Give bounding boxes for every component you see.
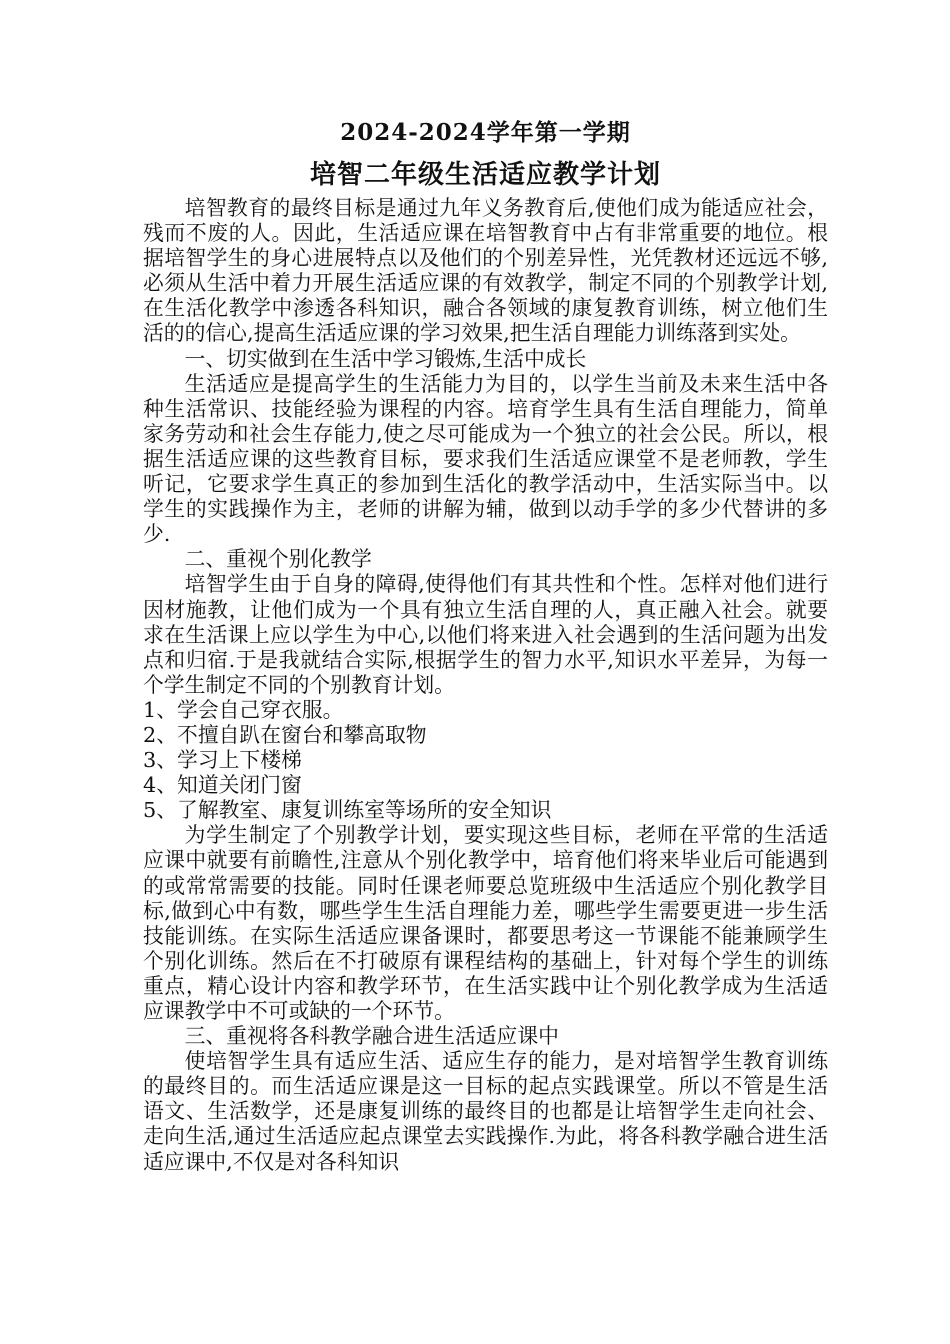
document-body bbox=[143, 196, 828, 1175]
list-item: 4、知道关闭门窗 bbox=[143, 773, 302, 798]
list-item: 2、不擅自趴在窗台和攀高取物 bbox=[143, 722, 427, 747]
document-content bbox=[143, 112, 828, 1175]
list-item: 3、学习上下楼梯 bbox=[143, 748, 302, 773]
list-item: 5、了解教室、康复训练室等场所的安全知识 bbox=[143, 798, 552, 823]
paragraph: 三、重视将各科教学融合进生活适应课中 bbox=[184, 1024, 559, 1049]
paragraph: 使培智学生具有适应生活、适应生存的能力，是对培智学生教育训练的最终目的。而生活适应课是这一目标的起点实践课堂。所以不管是生活语文、生活数学，还是康复训练的最终目的也都是让培智学生走向社会、走向生活,通过生活适应起点课堂去实践操作.为此，将各科教学融合进生活适应课中,不仅是对各科知识 bbox=[143, 1049, 828, 1174]
paragraph: 培智教育的最终目标是通过九年义务教育后,使他们成为能适应社会，残而不废的人。因此，生活适应课在培智教育中占有非常重要的地位。根据培智学生的身心进展特点以及他们的个别差异性，光凭教材还远远不够,必须从生活中着力开展生活适应课的有效教学，制定不同的个别教学计划,在生活化教学中渗透各科知识，融合各领域的康复教育训练，树立他们生活的的信心,提高生活适应课的学习效果,把生活自理能力训练落到实处。 bbox=[143, 196, 828, 346]
paragraph: 培智学生由于自身的障碍,使得他们有其共性和个性。怎样对他们进行因材施教，让他们成为一个具有独立生活自理的人，真正融入社会。就要求在生活课上应以学生为中心,以他们将来进入社会遇到的生活问题为出发点和归宿.于是我就结合实际,根据学生的智力水平,知识水平差异，为每一个学生制定不同的个别教育计划。 bbox=[143, 572, 828, 697]
list-item: 1、学会自己穿衣服。 bbox=[143, 697, 344, 722]
paragraph: 二、重视个别化教学 bbox=[184, 547, 372, 572]
paragraph: 生活适应是提高学生的生活能力为目的，以学生当前及未来生活中各种生活常识、技能经验为课程的内容。培育学生具有生活自理能力，简单家务劳动和社会生存能力,使之尽可能成为一个独立的社会公民。所以，根据生活适应课的这些教育目标，要求我们生活适应课堂不是老师教，学生听记，它要求学生真正的参加到生活化的教学活动中，生活实际当中。以学生的实践操作为主，老师的讲解为辅，做到以动手学的多少代替讲的多少. bbox=[143, 371, 828, 547]
paragraph: 为学生制定了个别教学计划，要实现这些目标，老师在平常的生活适应课中就要有前瞻性,注意从个别化教学中，培育他们将来毕业后可能遇到的或常常需要的技能。同时任课老师要总览班级中生活适应个别化教学目标,做到心中有数，哪些学生生活自理能力差，哪些学生需要更进一步生活技能训练。在实际生活适应课备课时，都要思考这一节课能不能兼顾学生个别化训练。然后在不打破原有课程结构的基础上，针对每个学生的训练重点，精心设计内容和教学环节，在生活实践中让个别化教学成为生活适应课教学中不可或缺的一个环节。 bbox=[143, 823, 828, 1023]
document-title: 培智二年级生活适应教学计划 bbox=[309, 160, 661, 190]
term-heading: 2024-2024学年第一学期 bbox=[340, 119, 631, 146]
paragraph: 一、切实做到在生活中学习锻炼,生活中成长 bbox=[184, 346, 587, 371]
